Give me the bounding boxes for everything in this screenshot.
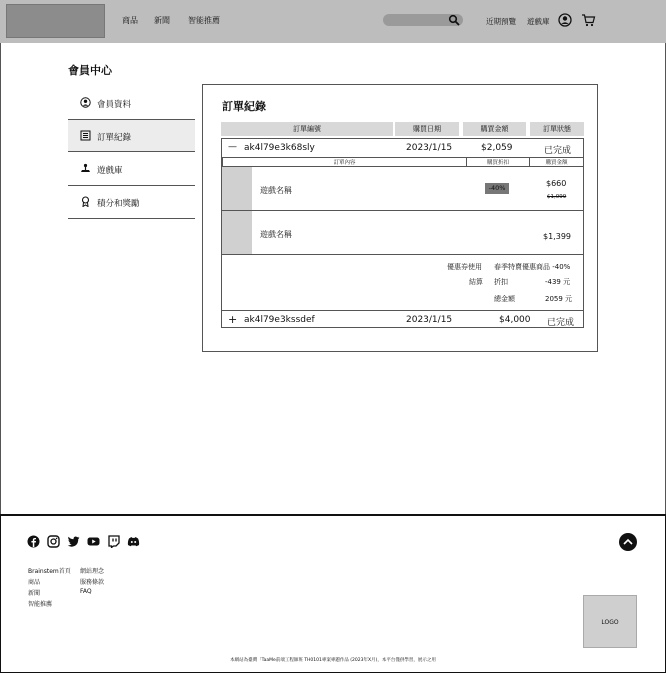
- game-name[interactable]: 遊戲名稱: [260, 230, 292, 239]
- order-amount: $2,059: [481, 143, 513, 153]
- item-original-price: $1,099: [547, 194, 567, 200]
- nav-products[interactable]: 商品: [122, 16, 138, 25]
- page-title: 會員中心: [68, 64, 112, 77]
- footer-link-home[interactable]: Brainstem首頁: [28, 568, 71, 575]
- order-id: ak4l79e3kssdef: [244, 315, 315, 325]
- sidebar-item-orders[interactable]: [68, 119, 195, 152]
- site-logo[interactable]: [6, 4, 105, 38]
- order-date: 2023/1/15: [406, 143, 453, 153]
- game-name[interactable]: 遊戲名稱: [260, 186, 292, 195]
- footer-link-philosophy[interactable]: 網站理念: [80, 568, 105, 575]
- col-header-date: 購買日期: [395, 122, 459, 136]
- discord-icon[interactable]: [127, 535, 140, 548]
- sidebar-item-label: 訂單紀錄: [97, 133, 132, 143]
- order-status: 已完成: [544, 146, 572, 156]
- sub-header-price: 購買金額: [529, 157, 584, 167]
- chevron-up-icon: [619, 533, 637, 551]
- order-date: 2023/1/15: [406, 315, 453, 325]
- total-value: 2059 元: [545, 295, 573, 303]
- order-amount: $4,000: [499, 315, 531, 325]
- user-icon[interactable]: [558, 13, 572, 27]
- joystick-icon: [80, 163, 91, 174]
- item-price: $660: [546, 179, 567, 188]
- col-header-status: 訂單狀態: [530, 122, 584, 136]
- divider: [222, 310, 583, 311]
- cart-icon[interactable]: [581, 13, 596, 27]
- link-upcoming[interactable]: 近期預覽: [486, 17, 516, 26]
- divider: [222, 254, 583, 255]
- page-border-left: [0, 43, 1, 515]
- footer-link-news[interactable]: 新聞: [28, 590, 41, 597]
- discount-label: 折扣: [494, 278, 508, 286]
- game-thumbnail[interactable]: [222, 211, 252, 254]
- sub-header-content: 訂單內容: [222, 157, 467, 167]
- sidebar-item-label: 會員資料: [97, 100, 132, 110]
- game-thumbnail[interactable]: [222, 167, 252, 210]
- footer-link-recommend[interactable]: 智能推薦: [28, 601, 53, 608]
- youtube-icon[interactable]: [87, 535, 100, 548]
- coupon-label: 優惠券使用: [447, 263, 482, 271]
- footer-logo: LOGO: [583, 595, 637, 648]
- nav-news[interactable]: 新聞: [154, 16, 170, 25]
- sidebar-item-library[interactable]: [68, 153, 195, 186]
- order-status: 已完成: [547, 318, 575, 328]
- search-icon[interactable]: [448, 14, 460, 26]
- row-toggle-expand[interactable]: +: [228, 313, 238, 326]
- link-library[interactable]: 遊戲庫: [527, 17, 550, 26]
- back-to-top-button[interactable]: [619, 533, 637, 551]
- receipt-icon: [80, 130, 91, 141]
- row-toggle-collapse[interactable]: —: [228, 142, 237, 152]
- discount-value: -439 元: [545, 278, 571, 286]
- user-icon: [80, 97, 91, 108]
- instagram-icon[interactable]: [47, 535, 60, 548]
- checkout-label: 結算: [469, 278, 483, 286]
- sidebar-item-profile[interactable]: [68, 87, 195, 120]
- nav-recommend[interactable]: 智能推薦: [188, 16, 220, 25]
- sub-header-discount: 購買折扣: [466, 157, 530, 167]
- facebook-icon[interactable]: [27, 535, 40, 548]
- award-icon: [80, 196, 91, 207]
- sidebar-item-label: 遊戲庫: [97, 166, 123, 176]
- col-header-order-id: 訂單編號: [221, 122, 393, 136]
- sidebar-item-label: 積分和獎勵: [97, 199, 140, 209]
- twitch-icon[interactable]: [107, 535, 120, 548]
- footer-link-terms[interactable]: 服務條款: [80, 579, 105, 586]
- copyright-text: 本網站為臺灣「TaaMe前端工程師班 TH0101專案專題作品 (2023年X月)，本平台僅供學習，展示之用: [230, 658, 436, 663]
- total-label: 總金額: [494, 295, 515, 303]
- sidebar-item-rewards[interactable]: [68, 186, 195, 219]
- twitter-icon[interactable]: [67, 535, 80, 548]
- coupon-value: 春季特賣優惠商品 -40%: [494, 263, 571, 271]
- discount-badge: -40%: [485, 183, 509, 194]
- divider: [222, 210, 583, 211]
- order-id: ak4l79e3k68sly: [244, 143, 315, 153]
- item-price: $1,399: [543, 232, 571, 241]
- footer-link-faq[interactable]: FAQ: [80, 588, 92, 595]
- footer-link-products[interactable]: 商品: [28, 579, 41, 586]
- orders-title: 訂單紀錄: [222, 100, 266, 113]
- col-header-amount: 購買金額: [463, 122, 526, 136]
